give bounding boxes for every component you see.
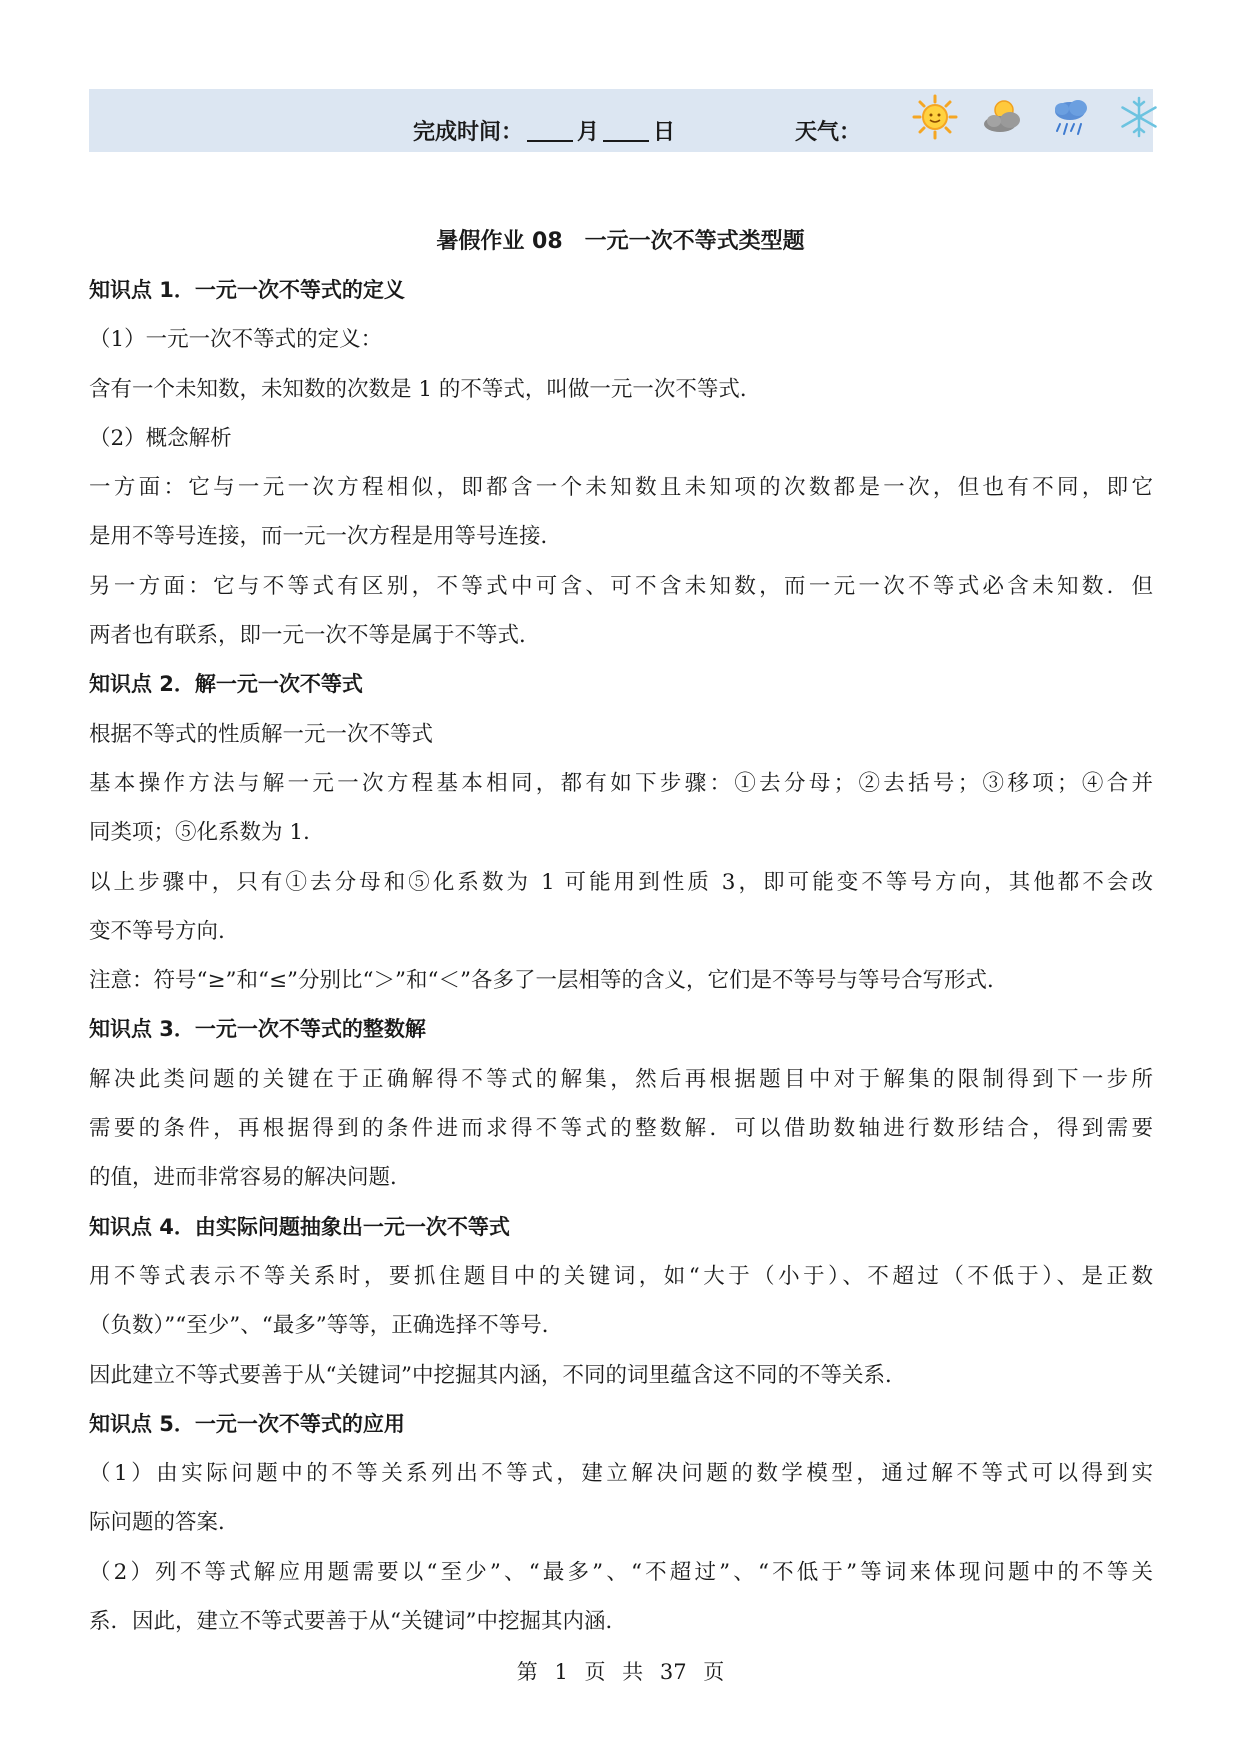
- paragraph-line: 是用不等号连接，而一元一次方程是用等号连接．: [89, 524, 563, 550]
- weather-icons: [912, 94, 1162, 146]
- paragraph-line: 际问题的答案．: [89, 1510, 240, 1536]
- paragraph-line: 系．因此，建立不等式要善于从“关键词”中挖掘其内涵．: [89, 1609, 627, 1635]
- weather-label: 天气：: [795, 119, 862, 145]
- day-label: 日: [653, 119, 676, 145]
- paragraph-line: 的值，进而非常容易的解决问题．: [89, 1165, 412, 1191]
- section-heading: 知识点 1．一元一次不等式的定义: [89, 278, 405, 302]
- sun-icon: [912, 94, 958, 140]
- paragraph-line: 变不等号方向.: [89, 918, 225, 944]
- paragraph-line: 需要的条件，再根据得到的条件进而求得不等式的整数解．可以借助数轴进行数形结合，得到需要: [89, 1116, 1153, 1142]
- snowflake-icon: [1116, 94, 1162, 140]
- paragraph-line: 另一方面：它与不等式有区别，不等式中可含、可不含未知数，而一元一次不等式必含未知数．但: [89, 573, 1153, 599]
- document-body: [89, 266, 1153, 1646]
- rain-icon: [1048, 94, 1094, 140]
- section-heading: 知识点 4．由实际问题抽象出一元一次不等式: [89, 1214, 510, 1239]
- section-heading: 知识点 2．解一元一次不等式: [89, 672, 363, 697]
- completion-label: 完成时间：: [413, 119, 524, 145]
- paragraph-line: （2）概念解析: [89, 425, 232, 451]
- paragraph-line: 解决此类问题的关键在于正确解得不等式的解集，然后再根据题目中对于解集的限制得到下一步所: [89, 1066, 1153, 1092]
- paragraph-line: （1）由实际问题中的不等关系列出不等式，建立解决问题的数学模型，通过解不等式可以得到实: [89, 1461, 1153, 1487]
- paragraph-line: （1）一元一次不等式的定义：: [89, 327, 383, 353]
- page-footer: 第 1 页 共 37 页: [516, 1660, 725, 1684]
- section-heading: 知识点 5．一元一次不等式的应用: [89, 1411, 405, 1436]
- day-blank: [603, 118, 649, 142]
- completion-time: [413, 112, 861, 148]
- paragraph-line: （负数）”“至少”、“最多”等等，正确选择不等号．: [89, 1313, 564, 1339]
- paragraph-line: 注意：符号“≥”和“≤”分别比“＞”和“＜”各多了一层相等的含义，它们是不等号与等号合写形式．: [89, 968, 1009, 994]
- month-label: 月: [577, 119, 600, 145]
- paragraph-line: 含有一个未知数，未知数的次数是 1 的不等式，叫做一元一次不等式．: [89, 376, 762, 402]
- paragraph-line: 因此建立不等式要善于从“关键词”中挖掘其内涵，不同的词里蕴含这不同的不等关系．: [89, 1362, 907, 1388]
- paragraph-line: 同类项；⑤化系数为 1.: [89, 820, 310, 846]
- month-blank: [527, 118, 573, 142]
- paragraph-line: 两者也有联系，即一元一次不等是属于不等式．: [89, 623, 541, 649]
- paragraph-line: （2）列不等式解应用题需要以“至少”、“最多”、“不超过”、“不低于”等词来体现问题中的不等关: [89, 1559, 1153, 1585]
- paragraph-line: 根据不等式的性质解一元一次不等式: [89, 721, 434, 747]
- paragraph-line: 一方面：它与一元一次方程相似，即都含一个未知数且未知项的次数都是一次，但也有不同，即它: [89, 475, 1153, 501]
- paragraph-line: 用不等式表示不等关系时，要抓住题目中的关键词，如“大于（小于）、不超过（不低于）、是正数: [89, 1263, 1153, 1289]
- paragraph-line: 以上步骤中，只有①去分母和⑤化系数为 1 可能用到性质 3，即可能变不等号方向，其他都不会改: [89, 869, 1153, 895]
- paragraph-line: 基本操作方法与解一元一次方程基本相同，都有如下步骤：①去分母；②去括号；③移项；④合并: [89, 770, 1153, 796]
- section-heading: 知识点 3．一元一次不等式的整数解: [89, 1017, 426, 1042]
- document-title: 暑假作业 08 一元一次不等式类型题: [436, 229, 805, 254]
- partly-cloudy-icon: [980, 94, 1026, 140]
